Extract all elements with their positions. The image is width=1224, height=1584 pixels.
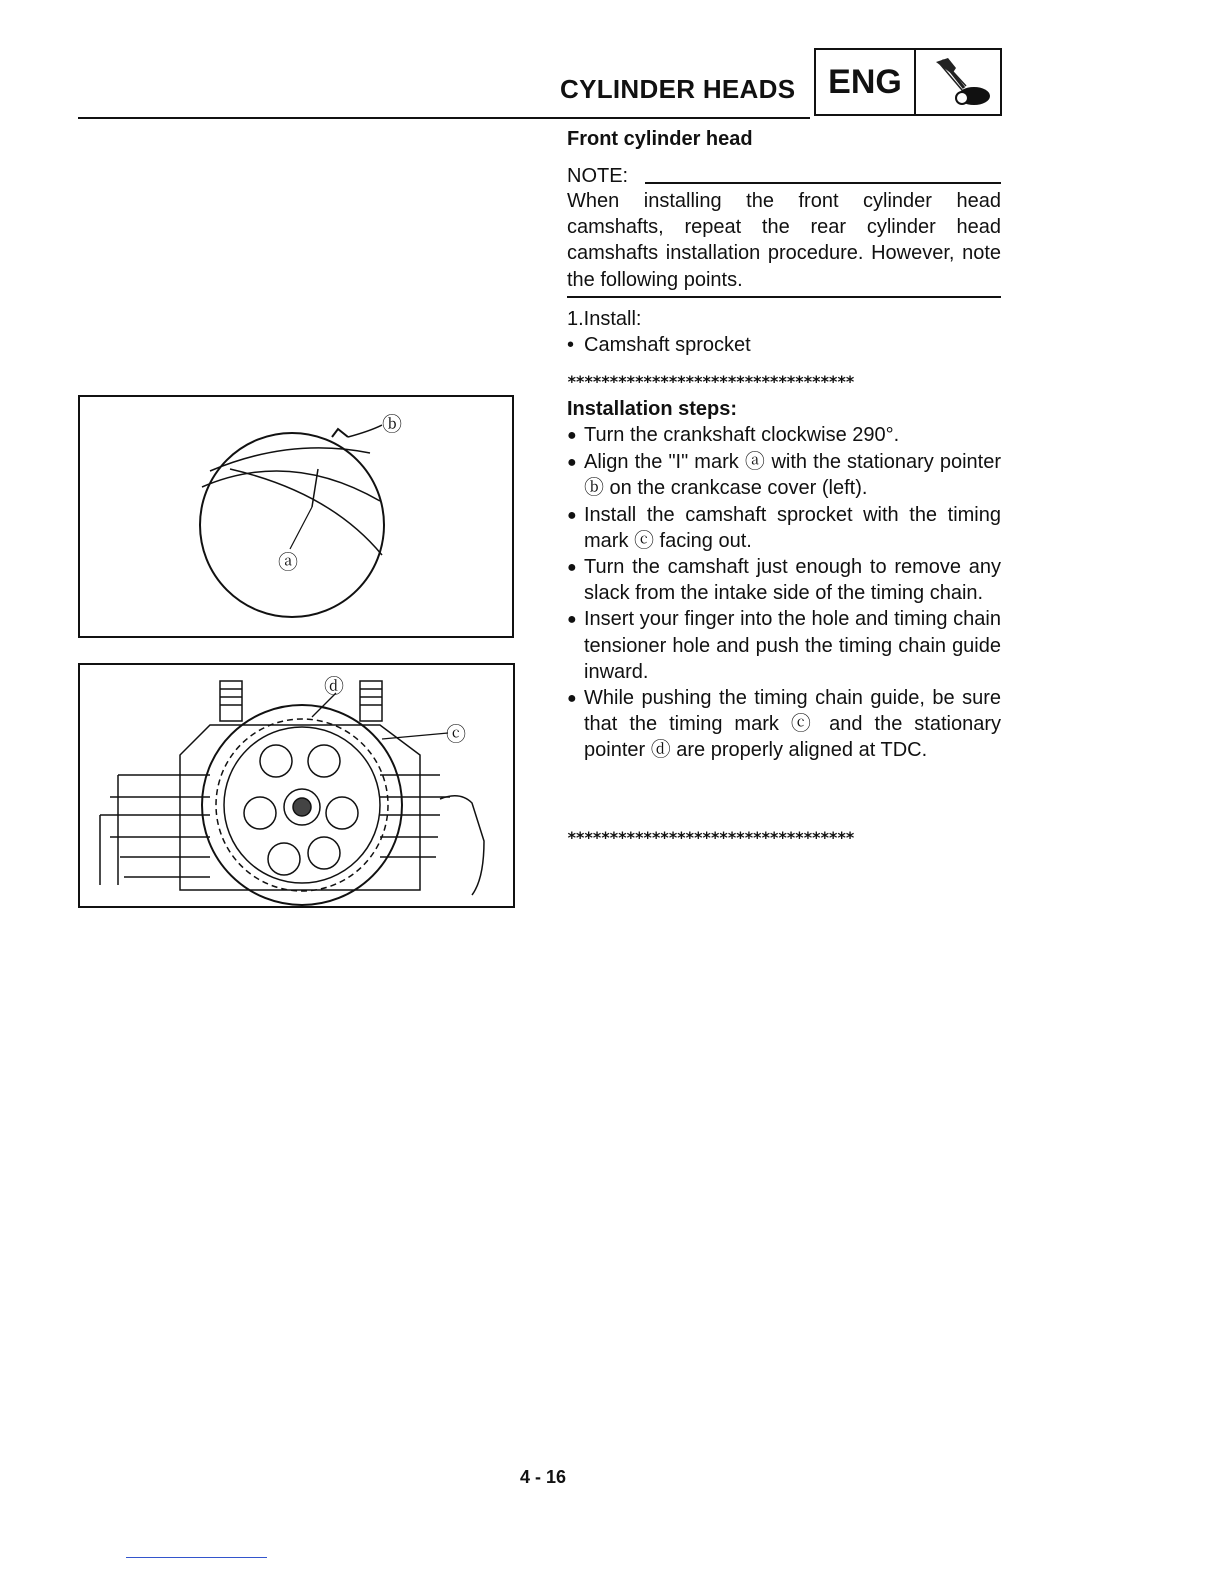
camshaft-sprocket-illustration — [80, 665, 513, 906]
callout-a: ⓐ — [278, 550, 298, 574]
section-tab — [814, 48, 1002, 116]
step-text: Install the camshaft sprocket with the timing mark ⓒ facing out. — [584, 503, 1001, 552]
step-text: Insert your finger into the hole and timing chain tensioner hole and push the timing chain guide inward. — [584, 608, 1001, 683]
timing-mark-illustration — [80, 397, 512, 636]
bullet-icon: ● — [567, 611, 577, 629]
install-block — [567, 306, 1001, 358]
list-item — [567, 554, 1001, 606]
list-item — [567, 449, 1001, 501]
header-rule — [78, 117, 810, 119]
install-item-text: Camshaft sprocket — [584, 334, 751, 357]
list-item — [567, 422, 1001, 449]
page-number: 4 - 16 — [520, 1467, 567, 1487]
bullet-icon: • — [567, 334, 575, 357]
step-text: Align the "I" mark ⓐ with the stationary pointer ⓑ on the crankcase cover (left). — [584, 451, 1001, 500]
list-item — [567, 502, 1001, 554]
steps-list — [567, 422, 1001, 764]
footer-rule — [126, 1557, 267, 1558]
separator-top: ********************************** — [567, 372, 854, 391]
engine-wrench-icon — [916, 50, 1000, 114]
note-top-rule — [645, 182, 1001, 184]
note-bottom-rule — [567, 296, 1001, 298]
callout-b: ⓑ — [382, 412, 402, 436]
step-text: Turn the crankshaft clockwise 290°. — [584, 424, 900, 446]
timing-mark-figure — [78, 395, 514, 638]
note-text: When installing the front cylinder head camshafts, repeat the rear cylinder head camshafts installation procedure. However, note the following points. — [567, 190, 1001, 291]
section-label: ENG — [816, 50, 916, 114]
camshaft-sprocket-figure — [78, 663, 515, 908]
bullet-icon: ● — [567, 454, 577, 472]
separator-bottom: ********************************** — [567, 828, 854, 847]
callout-d: ⓓ — [324, 674, 344, 698]
list-item — [567, 685, 1001, 764]
bullet-icon: ● — [567, 506, 577, 524]
list-item — [567, 606, 1001, 685]
bullet-icon: ● — [567, 559, 577, 577]
section-heading: Front cylinder head — [567, 128, 753, 150]
step-text: Turn the camshaft just enough to remove any slack from the intake side of the timing chain. — [584, 556, 1001, 605]
bullet-icon: ● — [567, 427, 577, 444]
page-title: CYLINDER HEADS — [560, 74, 796, 104]
callout-c: ⓒ — [446, 722, 466, 746]
steps-heading: Installation steps: — [567, 398, 738, 420]
install-item — [567, 332, 1001, 358]
step-text: While pushing the timing chain guide, be sure that the timing mark ⓒ and the stationary pointer ⓓ are properly aligned at TDC. — [584, 687, 1001, 762]
note-label: NOTE: — [567, 165, 629, 187]
install-step-label: 1.Install: — [567, 308, 642, 330]
bullet-icon: ● — [567, 690, 577, 708]
